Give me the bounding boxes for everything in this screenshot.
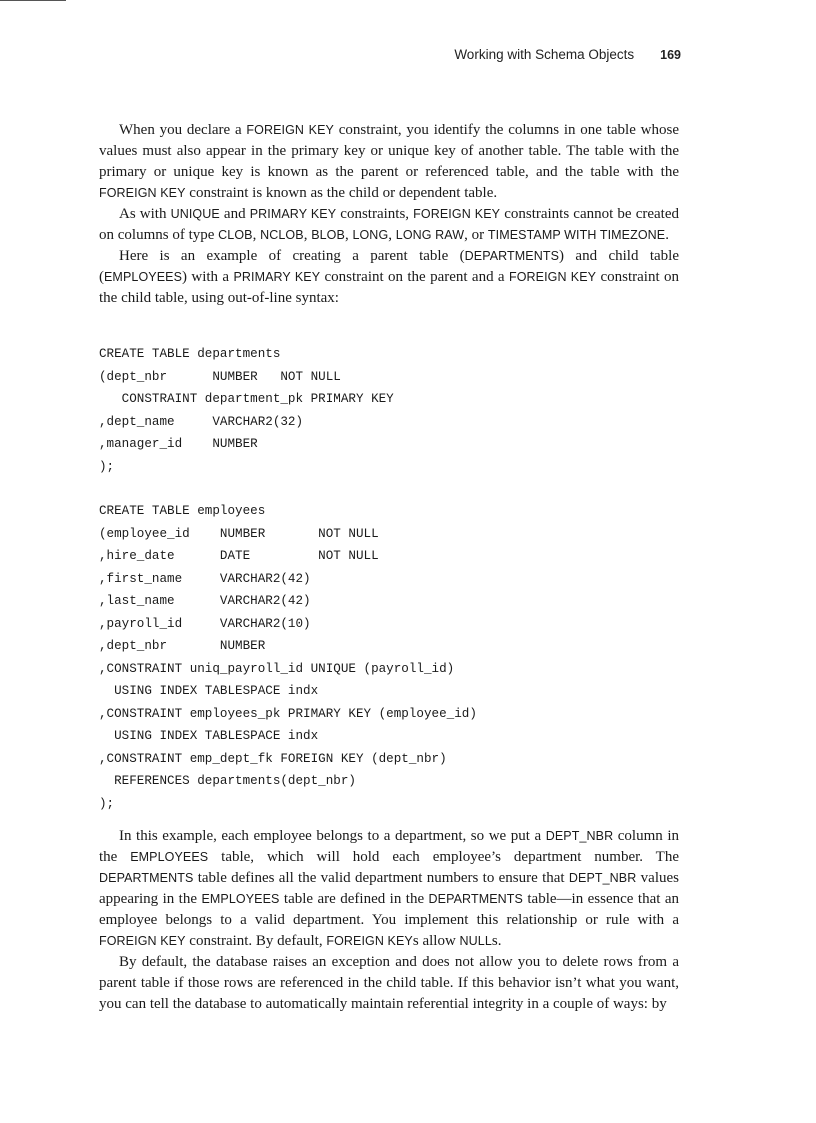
code-line: CONSTRAINT department_pk PRIMARY KEY	[99, 392, 394, 406]
code-line: (dept_nbr NUMBER NOT NULL	[99, 369, 341, 384]
inline-code: BLOB	[311, 228, 345, 242]
inline-code: DEPT_NBR	[545, 829, 614, 843]
running-head-title: Working with Schema Objects	[454, 47, 635, 62]
code-line: CREATE TABLE departments	[99, 347, 281, 361]
code-line: ,hire_date DATE NOT NULL	[99, 549, 379, 563]
inline-code: EMPLOYEES	[130, 850, 209, 864]
code-line: ,manager_id NUMBER	[99, 437, 258, 451]
inline-code: PRIMARY KEY	[249, 207, 337, 221]
code-line: );	[99, 796, 115, 811]
inline-code: DEPARTMENTS	[464, 249, 560, 263]
body-paragraph: As with UNIQUE and PRIMARY KEY constraints, FOREIGN KEY constraints cannot be created on columns of type CLOB, NCLOB, BLOB, LONG, LONG RAW, or TIMESTAMP WITH TIMEZONE.	[99, 206, 679, 243]
inline-code: LONG RAW	[395, 228, 465, 242]
inline-code: DEPARTMENTS	[428, 892, 523, 906]
inline-code: LONG	[352, 228, 389, 242]
code-line: USING INDEX TABLESPACE indx	[99, 684, 319, 698]
page-number: 169	[660, 48, 681, 62]
code-line: );	[99, 459, 115, 474]
code-line: ,dept_nbr NUMBER	[99, 639, 266, 653]
inline-code: PRIMARY KEY	[233, 270, 321, 284]
inline-code: FOREIGN KEY	[413, 207, 501, 221]
code-line: USING INDEX TABLESPACE indx	[99, 729, 319, 743]
code-line: ,payroll_id VARCHAR2(10)	[99, 616, 311, 631]
inline-code: FOREIGN KEY	[326, 934, 413, 948]
inline-code: EMPLOYEES	[201, 892, 280, 906]
inline-code: DEPARTMENTS	[99, 871, 194, 885]
inline-code: NULL	[459, 934, 492, 948]
inline-code: EMPLOYEES	[104, 270, 183, 284]
body-paragraph: Here is an example of creating a parent table (DEPARTMENTS) and child table (EMPLOYEES) with a PRIMARY KEY constraint on the parent and a FOREIGN KEY constraint on the child table, using out-of-line syntax:	[99, 248, 680, 306]
code-line: ,first_name VARCHAR2(42)	[99, 571, 311, 586]
code-line: ,CONSTRAINT emp_dept_fk FOREIGN KEY (dept_nbr)	[99, 751, 447, 766]
body-paragraph: In this example, each employee belongs to a department, so we put a DEPT_NBR column in the EMPLOYEES table, which will hold each employee’s department number. The DEPARTMENTS table defines all the valid department numbers to ensure that DEPT_NBR values appearing in the EMPLOYEES table are defined in the DEPARTMENTS table—in essence that an employee belongs to a valid department. You implement this relationship or rule with a FOREIGN KEY constraint. By default, FOREIGN KEYs allow NULLs.	[99, 828, 680, 949]
code-line: CREATE TABLE employees	[99, 504, 266, 518]
code-line: (employee_id NUMBER NOT NULL	[99, 526, 379, 541]
inline-code: FOREIGN KEY	[99, 186, 186, 200]
inline-code: FOREIGN KEY	[508, 270, 597, 284]
inline-code: TIMESTAMP WITH TIMEZONE	[487, 228, 666, 242]
body-paragraph: When you declare a FOREIGN KEY constraint, you identify the columns in one table whose values must also appear in the primary key or unique key of another table. The table with the primary or unique key is known as the parent or referenced table, and the table with the FOREIGN KEY constraint is known as the child or dependent table.	[99, 122, 679, 201]
code-block-departments	[99, 343, 394, 478]
inline-code: NCLOB	[260, 228, 304, 242]
top-rule	[0, 0, 66, 1]
code-line: ,CONSTRAINT employees_pk PRIMARY KEY (employee_id)	[99, 706, 477, 721]
code-line: ,last_name VARCHAR2(42)	[99, 594, 311, 608]
inline-code: CLOB	[218, 228, 253, 242]
code-line: REFERENCES departments(dept_nbr)	[99, 774, 356, 788]
inline-code: DEPT_NBR	[568, 871, 637, 885]
code-line: ,dept_name VARCHAR2(32)	[99, 414, 304, 429]
closing-text	[99, 826, 679, 1015]
running-head	[0, 47, 681, 62]
intro-text	[99, 120, 679, 309]
inline-code: FOREIGN KEY	[99, 934, 186, 948]
body-paragraph: By default, the database raises an exception and does not allow you to delete rows from a parent table if those rows are referenced in the child table. If this behavior isn’t what you want, you can tell the database to automatically maintain referential integrity in a couple of ways: by	[99, 954, 679, 1012]
inline-code: UNIQUE	[170, 207, 220, 221]
code-line: ,CONSTRAINT uniq_payroll_id UNIQUE (payroll_id)	[99, 661, 455, 676]
inline-code: FOREIGN KEY	[246, 123, 334, 137]
code-block-employees	[99, 500, 477, 815]
